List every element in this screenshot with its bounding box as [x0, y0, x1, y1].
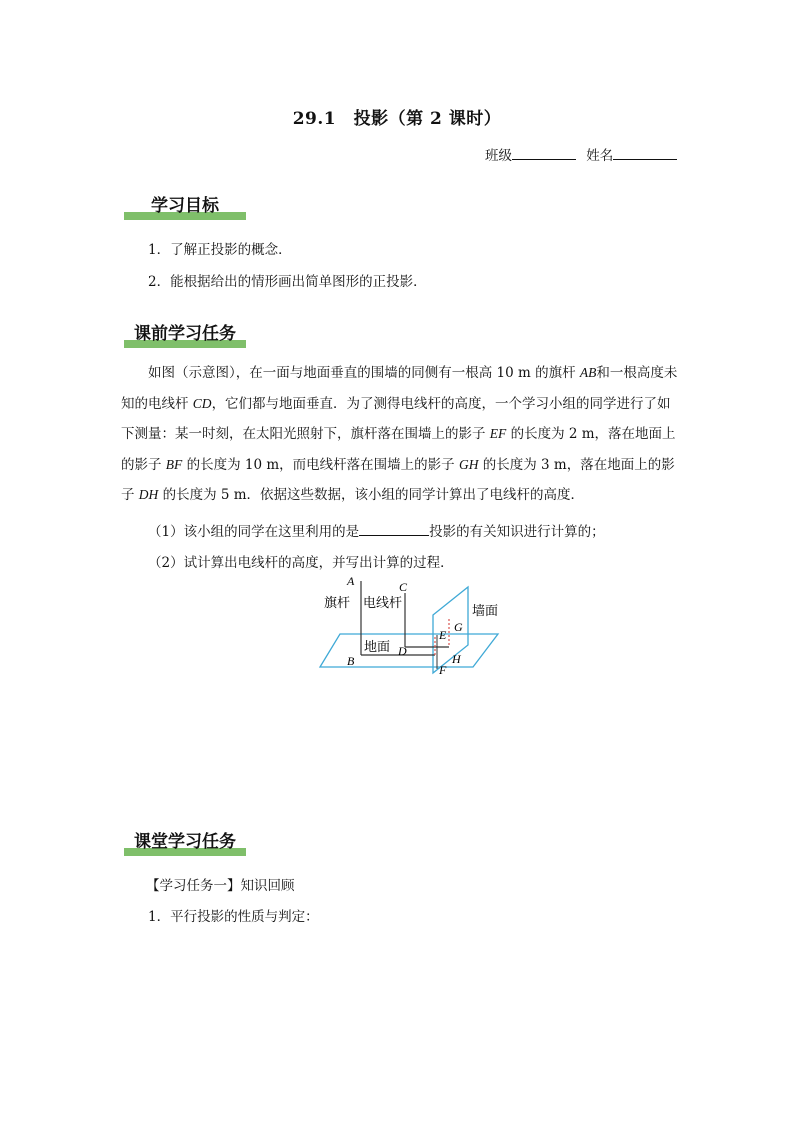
segment-label: EF [489, 426, 507, 441]
goal-item-2: 2．能根据给出的情形画出简单图形的正投影． [148, 274, 427, 290]
heading-text: 课堂学习任务 [134, 832, 236, 852]
text-run: ，它们都与地面垂直．为了测得电线杆的高度，一个学习小组的同学进行了如下测量：某一时刻，在太阳光照射下，旗杆落在围墙上的影子 [121, 395, 671, 442]
segment-label: DH [138, 487, 159, 502]
shadow-diagram [318, 573, 508, 678]
label-flagpole: 旗杆 [324, 596, 351, 611]
section-heading-goals [124, 190, 246, 220]
text-run: 和一根高度未知的电线杆 [121, 365, 678, 412]
segment-label: CD [192, 395, 212, 411]
label-pole: 电线杆 [363, 596, 403, 611]
class-label: 班级 [485, 148, 512, 164]
label-A: A [347, 574, 355, 588]
section-heading-pre-class [124, 318, 246, 348]
question-1 [148, 520, 605, 540]
name-label: 姓名 [586, 148, 614, 164]
label-E: E [439, 628, 447, 642]
task-1-item-1: 1．平行投影的性质与判定： [148, 909, 319, 925]
text-run: 如图（示意图），在一面与地面垂直的围墙的同侧有一根高 10 m 的旗杆 [148, 365, 580, 381]
label-D: D [398, 644, 407, 658]
page-title: 29.1 投影（第 2 课时） [292, 109, 502, 129]
task-1-title: 【学习任务一】知识回顾 [146, 878, 295, 894]
text-run: 的长度为 5 m．依据这些数据，该小组的同学计算出了电线杆的高度． [158, 487, 585, 503]
goal-item-1: 1．了解正投影的概念． [148, 242, 292, 258]
question-text: 投影的有关知识进行计算的； [429, 524, 605, 540]
problem-paragraph [121, 358, 681, 511]
student-info-line [485, 144, 677, 164]
label-wall: 墙面 [472, 604, 499, 619]
label-H: H [452, 652, 461, 666]
segment-label: AB [579, 365, 597, 380]
text-run: 的长度为 2 m，落在地面上的影子 [121, 426, 676, 473]
label-B: B [347, 654, 355, 668]
heading-text: 学习目标 [151, 196, 219, 216]
label-C: C [399, 580, 408, 594]
label-G: G [454, 620, 463, 634]
name-blank-field[interactable] [613, 145, 677, 160]
question-text: （1）该小组的同学在这里利用的是 [148, 524, 360, 540]
segment-label: GH [458, 456, 479, 472]
label-F: F [439, 663, 447, 677]
text-run: 的长度为 10 m，而电线杆落在围墙上的影子 [182, 456, 459, 473]
segment-label: BF [165, 456, 183, 472]
answer-blank-field[interactable] [359, 521, 429, 536]
class-blank-field[interactable] [512, 145, 576, 160]
label-ground: 地面 [364, 640, 391, 655]
heading-text: 课前学习任务 [134, 324, 236, 344]
question-2: （2）试计算出电线杆的高度，并写出计算的过程． [148, 555, 454, 571]
section-heading-in-class [124, 826, 246, 856]
text-run: 的长度为 3 m，落在地面上的影子 [121, 456, 675, 503]
